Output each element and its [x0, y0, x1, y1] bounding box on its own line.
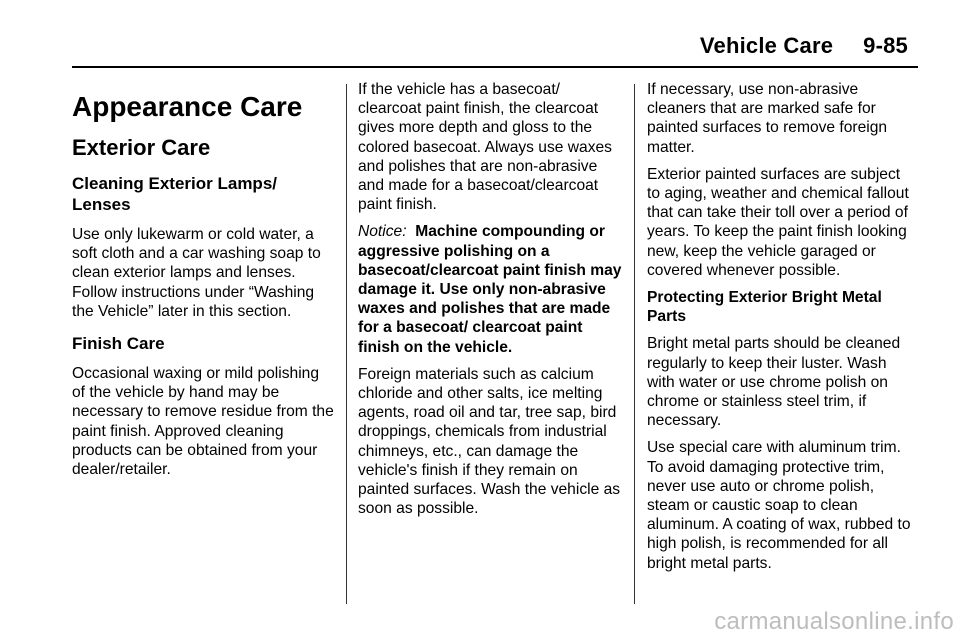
- column-2: [358, 80, 622, 526]
- page-number: 9-85: [863, 33, 908, 58]
- subheading-finish-care: Finish Care: [72, 334, 165, 354]
- paragraph-cleaners: If necessary, use non-abrasive cleaners that are marked safe for painted surfaces to remove foreign matter.: [647, 81, 888, 156]
- page-title: Appearance Care: [72, 91, 303, 122]
- watermark: carmanualsonline.info: [714, 608, 954, 635]
- paragraph-lamps: Use only lukewarm or cold water, a soft cloth and a car washing soap to clean exterior lamps and lenses. Follow instructions under “Washing the Vehicle” later in this section.: [72, 226, 321, 320]
- paragraph-finish: Occasional waxing or mild polishing of the vehicle by hand may be necessary to remove residue from the paint finish. Approved cleaning products can be obtained from your dealer/retailer.: [72, 365, 334, 479]
- page-header: [72, 0, 918, 68]
- paragraph-aging: Exterior painted surfaces are subject to aging, weather and chemical fallout that can take their toll over a period of years. To keep the paint finish looking new, keep the vehicle garaged or covered whenever possible.: [647, 165, 909, 279]
- paragraph-aluminum: Use special care with aluminum trim. To avoid damaging protective trim, never use auto or chrome polish, steam or caustic soap to clean aluminum. A coating of wax, rubbed to high polish, is recommended for all bright metal parts.: [647, 439, 911, 572]
- column-divider-right: [634, 84, 635, 604]
- notice-label: Notice:: [358, 223, 407, 241]
- section-title: Vehicle Care: [699, 33, 834, 58]
- notice-text: Machine compounding or aggressive polishing on a basecoat/clearcoat paint finish may damage it. Use only non-abrasive waxes and polishes that are made for a basecoat/ clearcoat paint finish on the vehicle.: [358, 223, 622, 356]
- subheading-cleaning-lamps: Cleaning Exterior Lamps/ Lenses: [72, 174, 277, 214]
- paragraph-foreign-materials: Foreign materials such as calcium chloride and other salts, ice melting agents, road oil and tar, tree sap, bird droppings, chemicals from industrial chimneys, etc., can damage the vehicle's finish if they remain on painted surfaces. Wash the vehicle as soon as possible.: [358, 365, 621, 518]
- column-3: [647, 80, 911, 581]
- section-heading-exterior-care: Exterior Care: [72, 135, 211, 160]
- paragraph-basecoat: If the vehicle has a basecoat/ clearcoat paint finish, the clearcoat gives more depth and gloss to the colored basecoat. Always use waxes and polishes that are non-abrasive and made for a basecoat/clearcoat paint finish.: [358, 81, 612, 214]
- subheading-bright-metal: Protecting Exterior Bright Metal Parts: [647, 289, 882, 326]
- notice-block: [358, 222, 622, 356]
- header-title: [700, 33, 908, 59]
- paragraph-bright-metal: Bright metal parts should be cleaned regularly to keep their luster. Wash with water or use chrome polish on chrome or stainless steel trim, if necessary.: [647, 335, 901, 430]
- column-divider-left: [346, 84, 347, 604]
- column-1: [72, 80, 334, 487]
